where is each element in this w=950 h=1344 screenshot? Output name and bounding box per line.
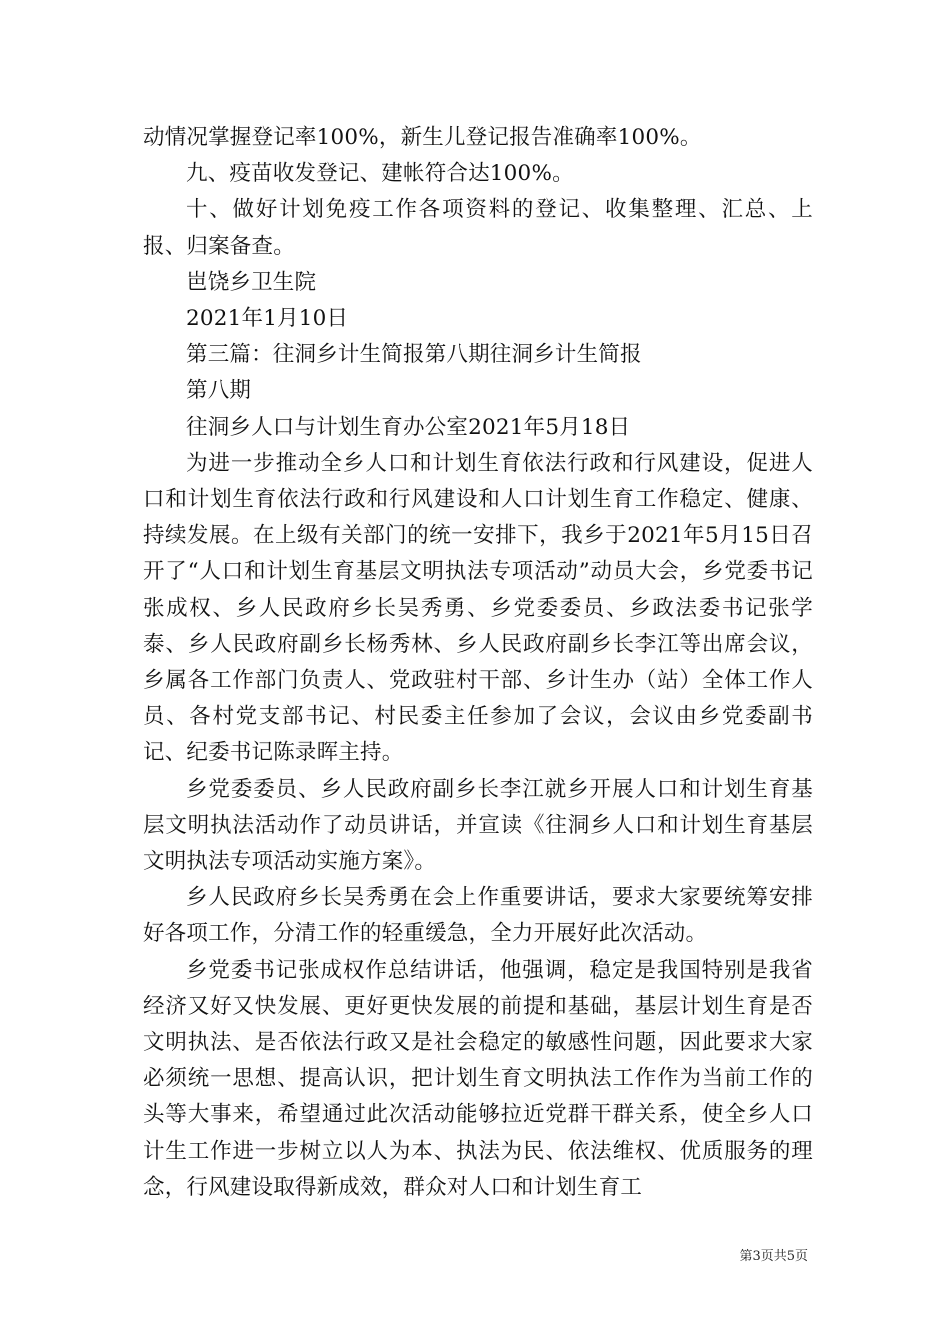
paragraph-intro: 为进一步推动全乡人口和计划生育依法行政和行风建设，促进人口和计划生育依法行政和行风建设和人口计划生育工作稳定、健康、持续发展。在上级有关部门的统一安排下，我乡于2021年5月15日召开了“人口和计划生育基层文明执法专项活动”动员大会，乡党委书记张成权、乡人民政府乡长吴秀勇、乡党委委员、乡政法委书记张学泰、乡人民政府副乡长杨秀林、乡人民政府副乡长李江等出席会议，乡属各工作部门负责人、党政驻村干部、乡计生办（站）全体工作人员、各村党支部书记、村民委主任参加了会议，会议由乡党委副书记、纪委书记陈录晖主持。 — [143, 450, 813, 766]
section-heading: 第三篇：往洞乡计生简报第八期往洞乡计生简报 — [186, 342, 642, 368]
issuer-and-date: 往洞乡人口与计划生育办公室2021年5月18日 — [186, 414, 631, 440]
paragraph-important-speech: 乡人民政府乡长吴秀勇在会上作重要讲话，要求大家要统筹安排好各项工作，分清工作的轻重缓急，全力开展好此次活动。 — [143, 885, 813, 947]
paragraph-item-ten: 十、做好计划免疫工作各项资料的登记、收集整理、汇总、上报、归案备查。 — [143, 197, 813, 259]
paragraph-item-nine: 九、疫苗收发登记、建帐符合达100%。 — [186, 161, 574, 187]
signature-date: 2021年1月10日 — [186, 306, 349, 332]
document-body — [143, 120, 813, 1206]
page-number: 第3页共5页 — [739, 1249, 808, 1264]
signature-organization: 岜饶乡卫生院 — [186, 269, 317, 295]
paragraph-continuation: 动情况掌握登记率100%，新生儿登记报告准确率100%。 — [143, 125, 702, 150]
paragraph-summary-speech: 乡党委书记张成权作总结讲话，他强调，稳定是我国特别是我省经济又好又快发展、更好更快发展的前提和基础，基层计划生育是否文明执法、是否依法行政又是社会稳定的敏感性问题，因此要求大家必须统一思想、提高认识，把计划生育文明执法工作作为当前工作的头等大事来，希望通过此次活动能够拉近党群干群关系，使全乡人口计生工作进一步树立以人为本、执法为民、依法维权、优质服务的理念，行风建设取得新成效，群众对人口和计划生育工 — [143, 957, 813, 1200]
issue-number: 第八期 — [186, 378, 252, 404]
paragraph-mobilization-speech: 乡党委委员、乡人民政府副乡长李江就乡开展人口和计划生育基层文明执法活动作了动员讲话，并宣读《往洞乡人口和计划生育基层文明执法专项活动实施方案》。 — [143, 776, 813, 875]
